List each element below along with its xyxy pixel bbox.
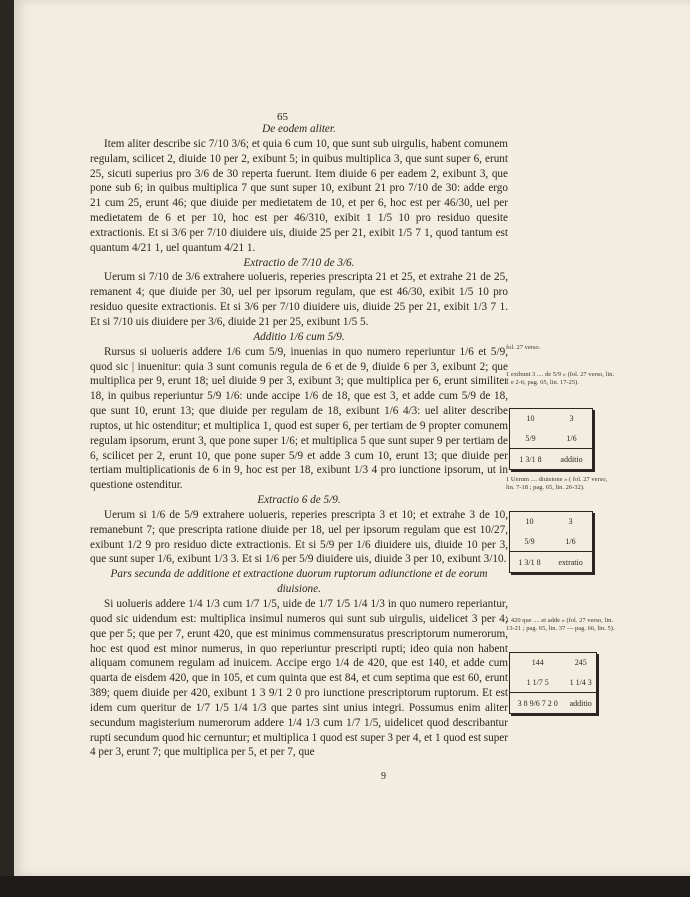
scan-border bbox=[0, 876, 690, 897]
section-heading: De eodem aliter. bbox=[262, 123, 336, 135]
box-cell: additio bbox=[569, 698, 592, 708]
box-cell: 144 bbox=[531, 658, 544, 668]
sheet-signature: 9 bbox=[381, 771, 386, 782]
box-cell: 5/9 bbox=[525, 433, 536, 443]
section-heading: Additio 1/6 cum 5/9. bbox=[253, 330, 345, 343]
paragraph: Uerum si 1/6 de 5/9 extrahere uolueris, reperies prescripta 3 et 10; et extrahe 3 de 10, remanebunt 7; que prescripta ratione diuide per 18, uel per ipsorum regulam que est 10/27, exibunt 1/2 9 pro residuo dicte extractionis. Et si 5/9 per 1/6 diuidere uis, diuide 10 per 3, que sunt super 1/6, exibunt 1/3 3. Et si 1/6 per 5/9 diuidere uis, diuide 3 per 10, exibunt 3/10. bbox=[90, 508, 508, 566]
computation-box-additio bbox=[509, 408, 593, 470]
box-cell: 1 1/7 5 bbox=[526, 677, 549, 687]
box-cell: 5/9 bbox=[524, 536, 535, 546]
box-cell: 10 bbox=[525, 517, 534, 527]
paragraph: Rursus si uolueris addere 1/6 cum 5/9, inuenias in quo numero reperiuntur 1/6 et 5/9, quod sic | inuenitur: quia 3 sunt comunis regula de 6 et de 9, diuide 6 per 3, exibunt 2; que multiplica per 9, erunt 18; uel diuide 9 per 3, exibunt 3; que multiplica per 6, erunt similiter 18, in quibus reperiuntur 5/9 1/6: unde accipe 1/6 de 18, que est 3, et adde cum 5/9 de 18, que sunt 10, erunt 13; que diuide per regulam de 18, exibunt 1/6 4/3: uel aliter describe ruptos, ut hic ostenditur; et multiplica 1, quod est super 6, per tertiam de 9 propter comunem regulam ipsorum, erunt 3, que pone super 1/6; et multiplica 5 que sunt super 9 per tertiam de 6, scilicet per 2, erunt 10, que pone super 5/9 et adde 3 cum 10, erunt 13; que diuide per tertiam multiplicationis de 6 in 9, hoc est per 18, exibunt 1/3 4 pro iunctione ipsorum, ut in questione ostenditur. bbox=[90, 345, 508, 492]
page-number: 65 bbox=[277, 111, 288, 123]
paragraph: Item aliter describe sic 7/10 3/6; et quia 6 cum 10, que sunt sub uirgulis, habent comunem regulam, scilicet 2, diuide 10 per 2, exibunt 5; in quibus multiplica 3, que sunt super 6, erunt 25, sicuti superius pro 3/6 de 30 reperta fuerunt. Item diuide 6 per eadem 2, exibunt 3, que pone sub 6; in quibus multiplica 7 que sunt super 10, exibunt 21 pro 7/10 de 30: adde ergo 21 cum 25, erunt 46; que diuide per medietatem de 10, et per 6, hoc est per 46/30, uel per medietatem de 6 et per 10, hoc est per 46/310, exibit 1 1/5 10 pro residuo quesite extractionis. Et si 3/6 per 7/10 diuidere uis, diuide 25 per 21, exibit 1/5 7 1, quod tantum est quantum 4/21 1, uel quantum 4/21 1. bbox=[90, 137, 508, 254]
paragraph: Si uolueris addere 1/4 1/3 cum 1/7 1/5, uide de 1/7 1/5 1/4 1/3 in quo numero reperiantur, quod sic uidendum est: multiplica insimul numeros qui sunt sub uirgulis, uidelicet 3 per 4; que per 5; que per 7, erunt 420, que est minimus commensuratus prescriptorum numerorum, hoc est quod est minor numerus, in quo reperiuntur prescripti rupti; ideo quia non habent aliquam comunem regulam ad inuicem. Accipe ergo 1/4 de 420, que est 140, et adde cum quarta de eisdem 420, que in 105, et cum quinta que est 84, et cum septima que est 60, erunt 389; quem diuide per 420, exibunt 1 3 9/1 2 0 pro iunctione prescriptorum ruptorum. Et est idem cum queritur de 1/7 1/5 1/4 1/3 que partes sint unius integri. Possumus enim aliter secundum magisterium numerorum addere 1/4 1/3 cum 1/7 1/5, uidelicet quod describantur rupti secundum quod hic cernuntur; et multiplica 1 quod est super 3 per 4, et 1 quod est super 4 per 3, erunt 7; que multiplica per 5, et per 7, que bbox=[90, 598, 508, 759]
computation-box-additio-2 bbox=[509, 652, 597, 714]
section-heading: Extractio de 7/10 de 3/6. bbox=[243, 256, 355, 269]
computation-box-extratio bbox=[509, 511, 593, 573]
box-cell: extratio bbox=[558, 557, 583, 567]
box-cell: 10 bbox=[526, 414, 535, 424]
box-cell: 1 3/1 8 bbox=[518, 557, 541, 567]
box-cell: 1 1/4 3 bbox=[569, 677, 592, 687]
book-page bbox=[14, 0, 690, 876]
margin-footnote: 1 Uerum .... diuisione » ( fol. 27 verso, lin. 7-18 ; pag. 65, lin. 26-32). bbox=[506, 476, 608, 491]
box-cell: 3 8 9/6 7 2 0 bbox=[517, 698, 558, 708]
box-cell: 1 3/1 8 bbox=[519, 454, 542, 464]
paragraph: Uerum si 7/10 de 3/6 extrahere uolueris, reperies prescripta 21 et 25, et extrahe 21 de 25, remanent 4; que diuide per 30, uel per ipsorum regulam, que est 46/30, exibit 1/5 10 pro residuo quesite extractionis. Et si 3/6 per 7/10 diuidere uis, diuide 25 per 21, exibit 1/3 7 1. Et si 7/10 uis diuidere per 3/6, diuide 21 per 25, exibunt 1/5 5. bbox=[90, 271, 508, 328]
box-cell: 1/6 bbox=[566, 433, 577, 443]
section-heading: Extractio 6 de 5/9. bbox=[257, 494, 341, 507]
section-heading: Pars secunda de additione et extractione duorum ruptorum adiunctione et de eorum diuisione. bbox=[110, 568, 488, 596]
box-cell: 3 bbox=[569, 414, 574, 424]
box-cell: additio bbox=[560, 454, 583, 464]
box-cell: 245 bbox=[574, 658, 587, 668]
box-cell: 1/6 bbox=[565, 536, 576, 546]
box-cell: 3 bbox=[568, 517, 573, 527]
margin-footnote: 1 420 que .... et adde » (fol. 27 verso, lin. 13-21 ; pag. 65, lin. 37 — pag. 66, lin. 5). bbox=[506, 617, 615, 632]
margin-folio-note: fol. 27 verso. bbox=[506, 344, 541, 351]
margin-footnote: 1 exibunt 3 .... de 5/9 » (fol. 27 verso, lin. 1 e 2-6; pag. 65, lin. 17-25). bbox=[506, 371, 615, 386]
main-text-column bbox=[90, 122, 508, 760]
